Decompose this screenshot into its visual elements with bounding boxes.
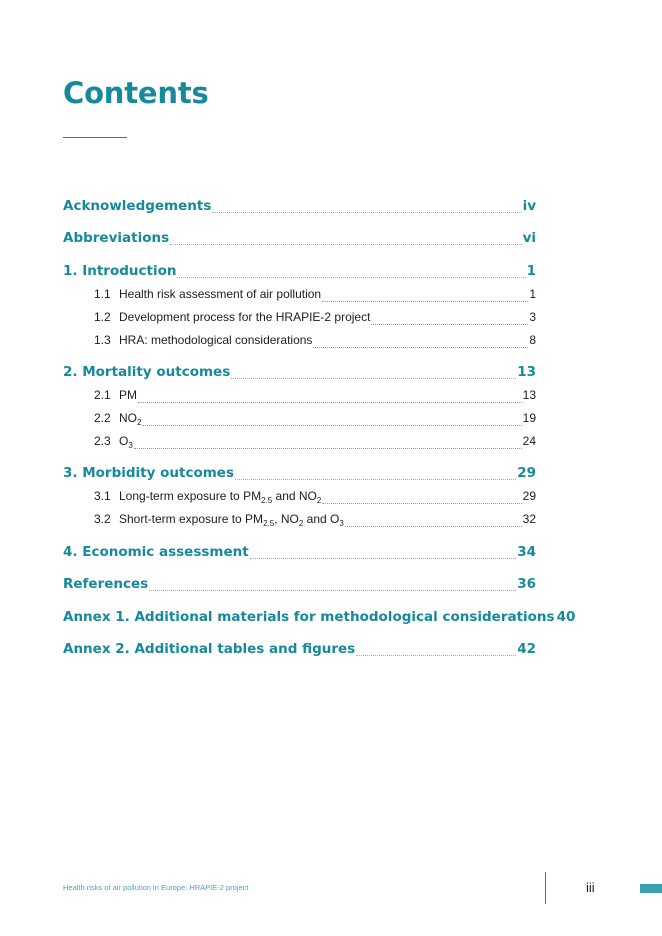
toc-entry-label: 3. Morbidity outcomes (63, 465, 234, 481)
toc-entry-page: iv (522, 198, 536, 214)
dot-leader (149, 589, 516, 591)
toc-entry-label: References (63, 576, 149, 592)
toc-subentry-page: 24 (522, 434, 536, 448)
toc-subentry-label: PM (119, 388, 137, 402)
toc-subentry-page: 29 (522, 489, 536, 503)
dot-leader (371, 323, 528, 325)
toc-subentry-label: Development process for the HRAPIE-2 project (119, 310, 371, 324)
dot-leader (250, 557, 517, 559)
toc-subentry-label: HRA: methodological considerations (119, 333, 313, 347)
toc-entry-references[interactable] (63, 576, 536, 596)
toc-entry-acknowledgements[interactable] (63, 198, 536, 218)
toc-subentry-number: 1.2 (94, 310, 111, 324)
dot-leader (138, 401, 522, 403)
toc-entry-economic-assessment[interactable] (63, 544, 536, 564)
toc-subentry-2-3[interactable] (63, 434, 536, 454)
toc-subentry-label: $O_3$ (119, 434, 133, 450)
toc-entry-label: Annex 2. Additional tables and figures (63, 641, 356, 657)
footer-running-title: Health risks of air pollution in Europe: HRAPIE-2 project (63, 883, 249, 892)
footer-page-number: iii (586, 880, 595, 895)
toc-entry-label: Acknowledgements (63, 198, 212, 214)
toc-subentry-number: 3.2 (94, 512, 111, 526)
toc-subentry-number: 2.1 (94, 388, 111, 402)
toc-entry-label: Annex 1. Additional materials for methodological considerations (63, 609, 555, 625)
page-title: Contents (63, 76, 209, 110)
toc-subentry-3-2[interactable] (63, 512, 536, 532)
toc-subentry-number: 3.1 (94, 489, 111, 503)
toc-entry-page: 36 (517, 576, 536, 592)
toc-subentry-page: 13 (522, 388, 536, 402)
toc-entry-label: 4. Economic assessment (63, 544, 249, 560)
toc-subentry-1-2[interactable] (63, 310, 536, 330)
toc-entry-annex-1[interactable] (63, 609, 576, 629)
toc-subentry-page: 8 (529, 333, 536, 347)
toc-entry-page: 40 (556, 609, 576, 625)
toc-entry-abbreviations[interactable] (63, 230, 536, 250)
toc-entry-annex-2[interactable] (63, 641, 536, 661)
toc-subentry-1-1[interactable] (63, 287, 536, 307)
toc-entry-page: 34 (517, 544, 536, 560)
toc-subentry-number: 1.3 (94, 333, 111, 347)
toc-subentry-number: 2.3 (94, 434, 111, 448)
toc-entry-page: vi (522, 230, 536, 246)
toc-subentry-number: 2.2 (94, 411, 111, 425)
toc-subentry-page: 1 (529, 287, 536, 301)
toc-entry-page: 29 (517, 465, 536, 481)
toc-entry-morbidity-outcomes[interactable] (63, 465, 536, 485)
toc-subentry-number: 1.1 (94, 287, 111, 301)
dot-leader (177, 276, 525, 278)
title-underline (63, 137, 127, 138)
dot-leader (313, 346, 528, 348)
toc-subentry-page: 3 (529, 310, 536, 324)
toc-subentry-label: Short-term exposure to $PM_{2.5}$, $NO_2$ and $O_3$ (119, 512, 344, 528)
dot-leader (235, 478, 516, 480)
toc-subentry-label: $NO_2$ (119, 411, 142, 427)
toc-subentry-page: 32 (522, 512, 536, 526)
footer-divider (545, 872, 546, 904)
toc-entry-page: 42 (517, 641, 536, 657)
toc-subentry-3-1[interactable] (63, 489, 536, 509)
toc-subentry-1-3[interactable] (63, 333, 536, 353)
toc-subentry-page: 19 (522, 411, 536, 425)
toc-entry-mortality-outcomes[interactable] (63, 364, 536, 384)
toc-subentry-2-1[interactable] (63, 388, 536, 408)
toc-subentry-2-2[interactable] (63, 411, 536, 431)
toc-entry-label: 1. Introduction (63, 263, 177, 279)
dot-leader (231, 377, 516, 379)
toc-entry-introduction[interactable] (63, 263, 536, 283)
dot-leader (134, 447, 522, 449)
toc-subentry-label: Health risk assessment of air pollution (119, 287, 322, 301)
dot-leader (212, 211, 521, 213)
dot-leader (356, 654, 516, 656)
dot-leader (142, 424, 521, 426)
footer-color-tab (640, 884, 662, 893)
dot-leader (322, 502, 521, 504)
dot-leader (345, 525, 522, 527)
toc-entry-label: Abbreviations (63, 230, 170, 246)
toc-entry-page: 13 (517, 364, 536, 380)
dot-leader (170, 243, 521, 245)
dot-leader (322, 300, 528, 302)
toc-subentry-label: Long-term exposure to $PM_{2.5}$ and $NO_2$ (119, 489, 322, 505)
toc-entry-label: 2. Mortality outcomes (63, 364, 231, 380)
toc-entry-page: 1 (526, 263, 536, 279)
